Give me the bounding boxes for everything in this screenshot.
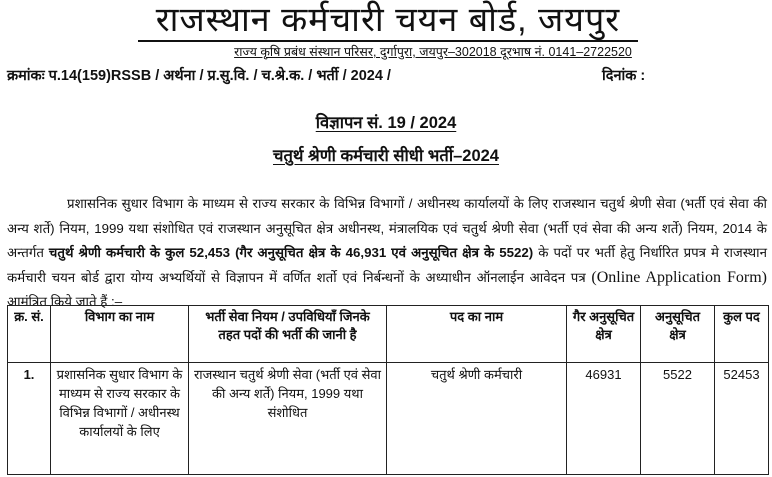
cell-total: 52453 bbox=[715, 363, 769, 475]
header-non-scheduled: गैर अनुसूचित क्षेत्र bbox=[567, 306, 641, 363]
table-header-row bbox=[8, 306, 769, 363]
advertisement-number-text: विज्ञापन सं. 19 / 2024 bbox=[315, 114, 457, 132]
recruitment-heading-text: चतुर्थ श्रेणी कर्मचारी सीधी भर्ती–2024 bbox=[273, 147, 499, 165]
cell-non-scheduled: 46931 bbox=[567, 363, 641, 475]
paragraph-text-1: प्रशासनिक सुधार विभाग के माध्यम से राज्य सरकार के विभिन्न विभागों / अधीनस्थ कार्यालयों के लिए राजस्थान चतुर्थ श्रेणी सेवा (भर्ती एवं सेवा की अन्य शर्ते) नियम, 1999 यथा संशोधित एवं राजस्थान अनुसूचित क्षेत्र अधीनस्थ, मंत्रालयिक एवं चतुर्थ श्रेणी सेवा (भर्ती एवं सेवा की अन्य शर्ते) नियम, 2014 के अन्तर्गत bbox=[7, 196, 767, 261]
vacancy-table bbox=[7, 305, 769, 475]
paragraph-text-3: आमंत्रित किये जाते हैं :– bbox=[7, 293, 123, 309]
cell-rules: राजस्थान चतुर्थ श्रेणी सेवा (भर्ती एवं सेवा की अन्य शर्ते) नियम, 1999 यथा संशोधित bbox=[189, 363, 387, 475]
header-serial: क्र. सं. bbox=[8, 306, 51, 363]
reference-number: क्रमांकः प.14(159)RSSB / अर्थना / प्र.सु.वि. / च.श्रे.क. / भर्ती / 2024 / bbox=[7, 68, 391, 84]
header-scheduled: अनुसूचित क्षेत्र bbox=[641, 306, 715, 363]
board-address: राज्य कृषि प्रबंध संस्थान परिसर, दुर्गापुरा, जयपुर–302018 दूरभाष नं. 0141–2722520 bbox=[234, 45, 632, 59]
advertisement-number bbox=[0, 113, 772, 133]
paragraph-english-term: (Online Application Form) bbox=[591, 268, 767, 286]
date-label: दिनांक : bbox=[602, 68, 646, 84]
cell-serial: 1. bbox=[8, 363, 51, 475]
header-rules: भर्ती सेवा नियम / उपविधियॉं जिनके तहत पदों की भर्ती की जानी है bbox=[189, 306, 387, 363]
cell-post: चतुर्थ श्रेणी कर्मचारी bbox=[387, 363, 567, 475]
paragraph-bold-vacancies: चतुर्थ श्रेणी कर्मचारी के कुल 52,453 (गैर अनुसूचित क्षेत्र के 46,931 एवं अनुसूचित क्षेत्र के 5522) bbox=[48, 245, 534, 261]
board-title: राजस्थान कर्मचारी चयन बोर्ड, जयपुर bbox=[138, 0, 638, 42]
cell-department: प्रशासनिक सुधार विभाग के माध्यम से राज्य सरकार के विभिन्न विभागों / अधीनस्थ कार्यालयों के लिए bbox=[51, 363, 189, 475]
recruitment-heading bbox=[0, 146, 772, 166]
header-post: पद का नाम bbox=[387, 306, 567, 363]
notice-paragraph bbox=[7, 192, 767, 314]
paragraph-text-2: के पदों पर भर्ती हेतु निर्धारित प्रपत्र मे राजस्थान कर्मचारी चयन बोर्ड द्वारा योग्य अभ्यर्थियों से विज्ञापन में वर्णित शर्तो एवं निर्बन्धनों के अध्याधीन ऑनलाईन आवेदन पत्र bbox=[7, 245, 767, 285]
header-department: विभाग का नाम bbox=[51, 306, 189, 363]
table-row bbox=[8, 363, 769, 475]
cell-scheduled: 5522 bbox=[641, 363, 715, 475]
header-total: कुल पद bbox=[715, 306, 769, 363]
